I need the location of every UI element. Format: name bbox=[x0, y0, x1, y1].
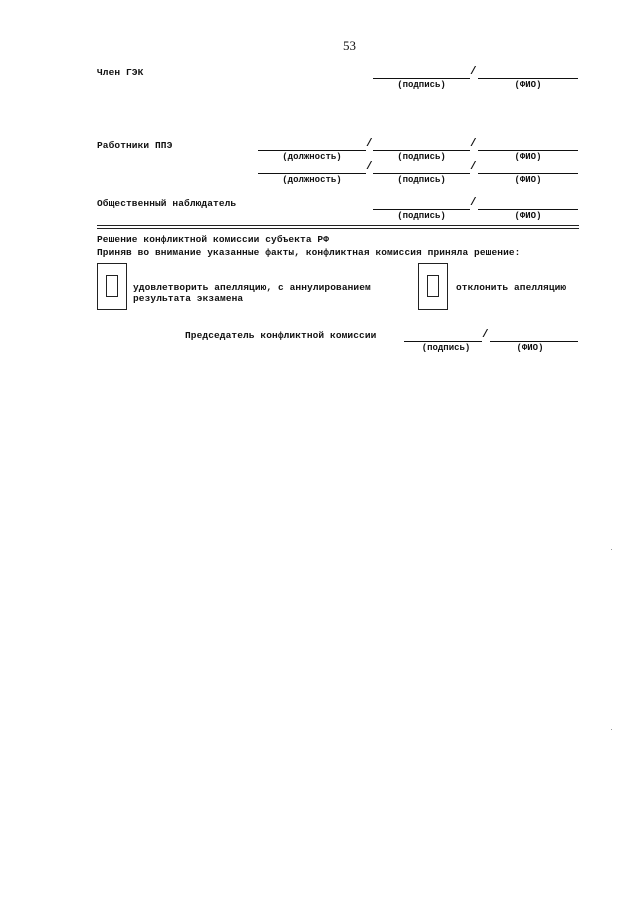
gek-label: Член ГЭК bbox=[97, 67, 144, 78]
observer-fio-caption: (ФИО) bbox=[514, 211, 542, 221]
section-divider bbox=[97, 225, 579, 229]
ppe-sign-line[interactable] bbox=[373, 150, 470, 151]
ppe-sign-caption: (подпись) bbox=[397, 152, 446, 162]
gek-fio-line[interactable] bbox=[478, 78, 578, 79]
chairman-label: Председатель конфликтной комиссии bbox=[185, 330, 377, 341]
observer-sign-caption: (подпись) bbox=[397, 211, 446, 221]
chairman-fio-line[interactable] bbox=[490, 341, 578, 342]
scan-speck bbox=[611, 549, 612, 550]
ppe-position-line[interactable] bbox=[258, 173, 366, 174]
observer-sign-line[interactable] bbox=[373, 209, 470, 210]
ppe-fio-caption: (ФИО) bbox=[514, 152, 542, 162]
scan-speck bbox=[611, 729, 612, 730]
checkbox-inner-square bbox=[427, 275, 439, 297]
accept-checkbox[interactable] bbox=[97, 263, 127, 310]
slash: / bbox=[482, 329, 489, 341]
checkbox-inner-square bbox=[106, 275, 118, 297]
chairman-fio-caption: (ФИО) bbox=[516, 343, 544, 353]
ppe-sign-caption: (подпись) bbox=[397, 175, 446, 185]
slash: / bbox=[470, 197, 477, 209]
slash: / bbox=[470, 66, 477, 78]
page-number: 53 bbox=[343, 38, 356, 53]
ppe-position-caption: (должность) bbox=[282, 175, 342, 185]
reject-option-label: отклонить апелляцию bbox=[456, 282, 567, 293]
gek-sign-caption: (подпись) bbox=[397, 80, 446, 90]
slash: / bbox=[366, 138, 373, 150]
observer-fio-line[interactable] bbox=[478, 209, 578, 210]
ppe-position-line[interactable] bbox=[258, 150, 366, 151]
slash: / bbox=[470, 138, 477, 150]
ppe-position-caption: (должность) bbox=[282, 152, 342, 162]
chairman-sign-line[interactable] bbox=[404, 341, 482, 342]
decision-title: Решение конфликтной комиссии субъекта РФ bbox=[97, 234, 330, 245]
ppe-fio-line[interactable] bbox=[478, 150, 578, 151]
gek-fio-caption: (ФИО) bbox=[514, 80, 542, 90]
accept-option-label-cont: результата экзамена bbox=[133, 293, 244, 304]
ppe-fio-caption: (ФИО) bbox=[514, 175, 542, 185]
ppe-sign-line[interactable] bbox=[373, 173, 470, 174]
slash: / bbox=[470, 161, 477, 173]
slash: / bbox=[366, 161, 373, 173]
observer-label: Общественный наблюдатель bbox=[97, 198, 237, 209]
ppe-fio-line[interactable] bbox=[478, 173, 578, 174]
accept-option-label: удовлетворить апелляцию, с аннулированием bbox=[133, 282, 371, 293]
reject-checkbox[interactable] bbox=[418, 263, 448, 310]
decision-intro: Приняв во внимание указанные факты, конфликтная комиссия приняла решение: bbox=[97, 247, 521, 258]
gek-sign-line[interactable] bbox=[373, 78, 470, 79]
ppe-label: Работники ППЭ bbox=[97, 140, 173, 151]
chairman-sign-caption: (подпись) bbox=[421, 343, 471, 353]
